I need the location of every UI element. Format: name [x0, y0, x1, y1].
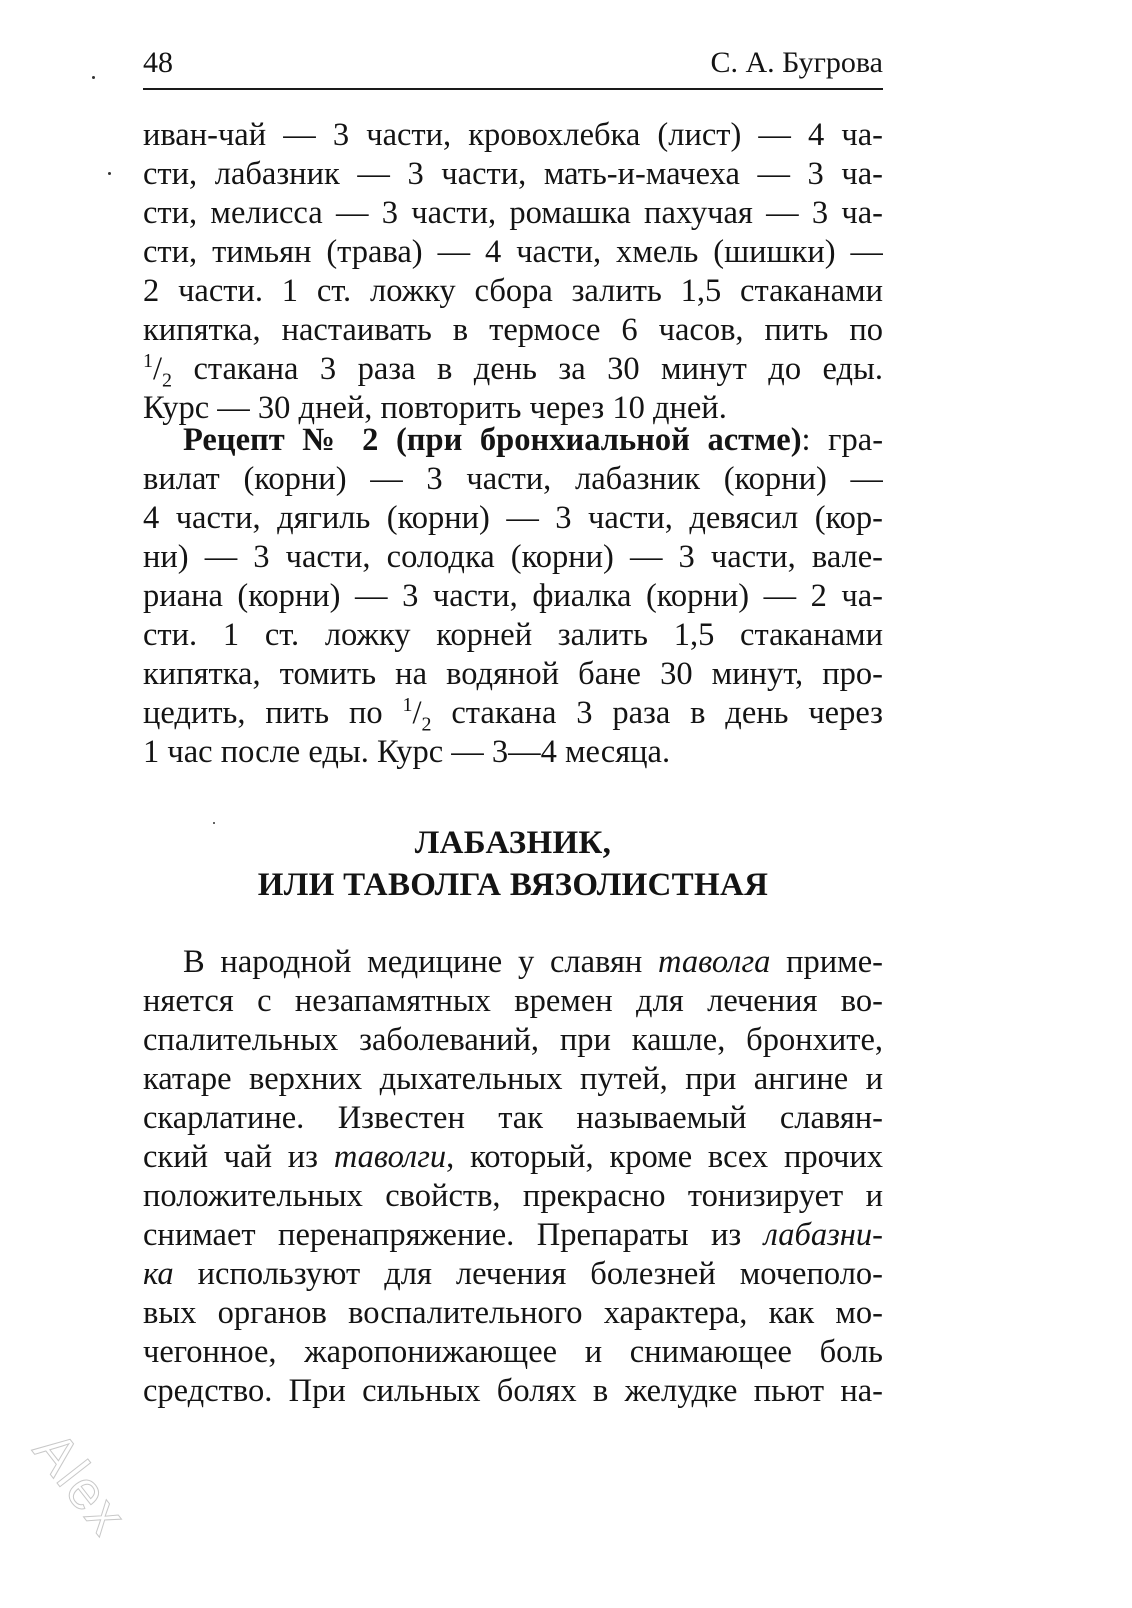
- text-line: катаре верхних дыхательных путей, при ангине и: [143, 1061, 883, 1097]
- text-line: чегонное, жаропонижающее и снимающее боль: [143, 1334, 883, 1370]
- text-line: положительных свойств, прекрасно тонизирует и: [143, 1178, 883, 1214]
- recipe-2: [143, 421, 883, 772]
- watermark: Alex: [21, 1420, 139, 1547]
- text-line: средство. При сильных болях в желудке пьют на-: [143, 1373, 883, 1409]
- text-line: риана (корни) — 3 части, фиалка (корни) — 2 ча-: [143, 578, 883, 614]
- text-line: няется с незапамятных времен для лечения во-: [143, 983, 883, 1019]
- recipe-1-continuation: [143, 116, 883, 428]
- meadowsweet-paragraph: [143, 943, 883, 1411]
- running-head-author: С. А. Бугрова: [710, 46, 883, 79]
- text-line: сти, мелисса — 3 части, ромашка пахучая — 3 ча-: [143, 195, 883, 231]
- text-line: скарлатине. Известен так называемый славян-: [143, 1100, 883, 1136]
- text-line: цедить, пить по $^1/_2$ стакана 3 раза в день через: [143, 694, 883, 733]
- text-line: ни) — 3 части, солодка (корни) — 3 части, вале-: [143, 539, 883, 575]
- text-line: ка используют для лечения болезней мочеполо-: [143, 1256, 883, 1292]
- section-heading-line: ИЛИ ТАВОЛГА ВЯЗОЛИСТНАЯ: [257, 867, 769, 903]
- text-line: ский чай из таволги, который, кроме всех прочих: [143, 1139, 883, 1175]
- text-line: иван-чай — 3 части, кровохлебка (лист) — 4 ча-: [143, 117, 883, 153]
- text-line: сти. 1 ст. ложку корней залить 1,5 стаканами: [143, 617, 883, 653]
- section-heading-line: ЛАБАЗНИК,: [414, 825, 612, 861]
- page-number: 48: [143, 46, 173, 79]
- fraction-half: $^1/_2$: [143, 350, 173, 389]
- text-line: 4 части, дягиль (корни) — 3 части, девясил (кор-: [143, 500, 883, 536]
- text-line: Рецепт № 2 (при бронхиальной астме): гра-: [183, 422, 883, 458]
- text-line: 1 час после еды. Курс — 3—4 месяца.: [143, 734, 671, 770]
- text-line: Курс — 30 дней, повторить через 10 дней.: [143, 390, 727, 426]
- text-line: $^1/_2$ стакана 3 раза в день за 30 минут до еды.: [143, 350, 883, 389]
- text-line: сти, тимьян (трава) — 4 части, хмель (шишки) —: [143, 234, 883, 270]
- text-line: кипятка, томить на водяной бане 30 минут, про-: [143, 656, 883, 692]
- text-line: спалительных заболеваний, при кашле, бронхите,: [143, 1022, 883, 1058]
- scan-speck: [92, 76, 95, 79]
- text-line: В народной медицине у славян таволга приме-: [183, 944, 883, 980]
- text-line: вилат (корни) — 3 части, лабазник (корни) —: [143, 461, 883, 497]
- text-line: снимает перенапряжение. Препараты из лабазни-: [143, 1217, 883, 1253]
- text-line: вых органов воспалительного характера, как мо-: [143, 1295, 883, 1331]
- fraction-half: $^1/_2$: [402, 694, 432, 733]
- page-header: [143, 40, 883, 90]
- text-line: сти, лабазник — 3 части, мать-и-мачеха — 3 ча-: [143, 156, 883, 192]
- recipe-title: Рецепт № 2 (при бронхиальной астме): [183, 422, 802, 458]
- scan-speck: [108, 172, 111, 175]
- section-heading: [143, 822, 883, 906]
- text-line: 2 части. 1 ст. ложку сбора залить 1,5 стаканами: [143, 273, 883, 309]
- text-line: кипятка, настаивать в термосе 6 часов, пить по: [143, 312, 883, 348]
